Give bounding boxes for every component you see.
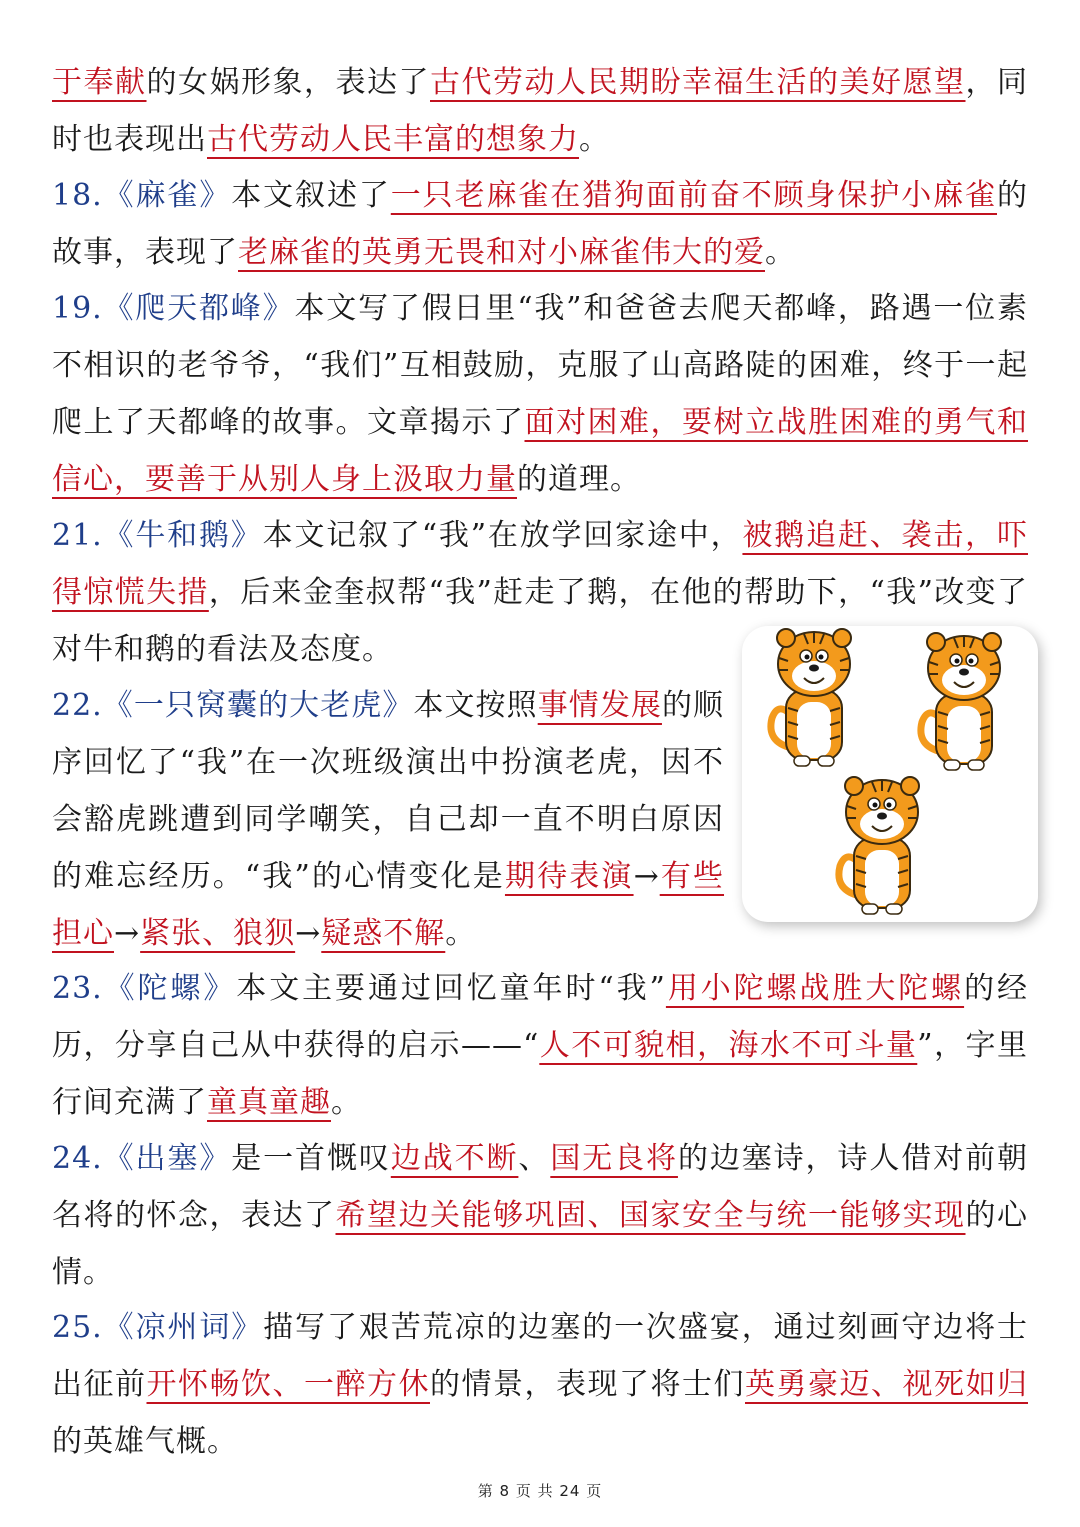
page-footer: 第 8 页 共 24 页 bbox=[477, 1482, 603, 1500]
highlight-text: 用小陀螺战胜大陀螺 bbox=[665, 971, 965, 1006]
highlight-text: 童真童趣 bbox=[207, 1085, 331, 1120]
body-text: 的故事，表现了 bbox=[52, 178, 1028, 270]
body-text: 。 bbox=[331, 1085, 362, 1120]
arrow-text: → bbox=[633, 859, 660, 894]
body-text: 的英雄气概。 bbox=[52, 1424, 238, 1459]
highlight-text: 古代劳动人民期盼幸福生活的美好愿望 bbox=[430, 65, 966, 100]
body-text: 描写了艰苦荒凉的边塞的一次盛宴，通过刻画守边将士出征前 bbox=[52, 1310, 1028, 1402]
body-text: 。 bbox=[765, 235, 796, 270]
paragraph-22 bbox=[52, 677, 724, 962]
body-text: 本文按照 bbox=[413, 688, 538, 723]
body-text: 本文主要通过回忆童年时“我” bbox=[236, 971, 666, 1006]
highlight-text: 期待表演 bbox=[504, 859, 634, 894]
body-text: 的经历，分享自己从中获得的启示——“ bbox=[52, 971, 1028, 1063]
highlight-text: 国无良将 bbox=[550, 1141, 678, 1176]
highlight-text: 被鹅追赶、袭击，吓得惊慌失措 bbox=[52, 518, 1028, 610]
arrow-text: → bbox=[295, 916, 322, 951]
body-text: 的女娲形象，表达了 bbox=[146, 65, 430, 100]
body-text: 本文记叙了“我”在放学回家途中， bbox=[262, 518, 743, 553]
arrow-text: → bbox=[114, 916, 141, 951]
tiger-cartoons-icon bbox=[742, 626, 1038, 922]
highlight-text: 疑惑不解 bbox=[321, 916, 446, 951]
highlight-text: 开怀畅饮、一醉方休 bbox=[146, 1367, 430, 1402]
paragraph-17 bbox=[52, 54, 1028, 168]
body-text: ”，字里行间充满了 bbox=[52, 1028, 1028, 1120]
highlight-text: 有些担心 bbox=[52, 859, 725, 951]
paragraph-19 bbox=[52, 280, 1028, 508]
highlight-text: 人不可貌相，海水不可斗量 bbox=[539, 1028, 918, 1063]
body-text: 本文叙述了 bbox=[231, 178, 391, 213]
highlight-text: 希望边关能够巩固、国家安全与统一能够实现 bbox=[335, 1198, 966, 1233]
highlight-text: 紧张、狼狈 bbox=[140, 916, 296, 951]
highlight-text: 边战不断 bbox=[390, 1141, 519, 1176]
tiger-illustration bbox=[742, 626, 1038, 922]
highlight-text: 老麻雀的英勇无畏和对小麻雀伟大的爱 bbox=[238, 235, 765, 270]
body-text: 本文写了假日里“我”和爸爸去爬天都峰，路遇一位素不相识的老爷爷，“我们”互相鼓励，克服了山高路陡的困难，终于一起爬上了天都峰的故事。文章揭示了 bbox=[52, 291, 1028, 440]
item-number-title: 25.《凉州词》 bbox=[52, 1310, 264, 1345]
highlight-text: 一只老麻雀在猎狗面前奋不顾身保护小麻雀 bbox=[390, 178, 997, 213]
highlight-text: 面对困难，要树立战胜困难的勇气和信心，要善于从别人身上汲取力量 bbox=[52, 405, 1028, 497]
body-text: 的情景，表现了将士们 bbox=[430, 1367, 745, 1402]
body-text: 。 bbox=[579, 122, 610, 157]
tiger-left-icon bbox=[771, 629, 851, 766]
item-number-title: 24.《出塞》 bbox=[52, 1141, 232, 1176]
highlight-text: 古代劳动人民丰富的想象力 bbox=[207, 122, 579, 157]
body-text: 的心情。 bbox=[52, 1198, 1028, 1290]
highlight-text: 事情发展 bbox=[537, 688, 662, 723]
item-number-title: 23.《陀螺》 bbox=[52, 971, 237, 1006]
paragraph-18 bbox=[52, 167, 1028, 281]
item-number-title: 22.《一只窝囊的大老虎》 bbox=[52, 688, 414, 723]
item-number-title: 19.《爬天都峰》 bbox=[52, 291, 295, 326]
highlight-text: 英勇豪迈、视死如归 bbox=[745, 1367, 1028, 1402]
tiger-right-icon bbox=[921, 633, 1001, 770]
body-text: 的边塞诗，诗人借对前朝名将的怀念，表达了 bbox=[52, 1141, 1028, 1233]
body-text: 是一首慨叹 bbox=[231, 1141, 391, 1176]
body-text: 的顺序回忆了“我”在一次班级演出中扮演老虎，因不会豁虎跳遭到同学嘲笑，自己却一直不明白原因的难忘经历。“我”的心情变化是 bbox=[52, 688, 725, 894]
body-text: 、 bbox=[518, 1141, 551, 1176]
paragraph-24 bbox=[52, 1130, 1028, 1301]
paragraph-23 bbox=[52, 960, 1028, 1131]
body-text: ，后来金奎叔帮“我”赶走了鹅，在他的帮助下，“我”改变了对牛和鹅的看法及态度。 bbox=[52, 575, 1028, 667]
item-number-title: 21.《牛和鹅》 bbox=[52, 518, 263, 553]
tiger-bottom-icon bbox=[839, 777, 919, 914]
body-text: 。 bbox=[445, 916, 477, 951]
body-text: 的道理。 bbox=[517, 462, 641, 497]
paragraph-25 bbox=[52, 1299, 1028, 1470]
highlight-text: 于奉献 bbox=[52, 65, 147, 100]
body-text: ，同时也表现出 bbox=[52, 65, 1028, 157]
item-number-title: 18.《麻雀》 bbox=[52, 178, 232, 213]
